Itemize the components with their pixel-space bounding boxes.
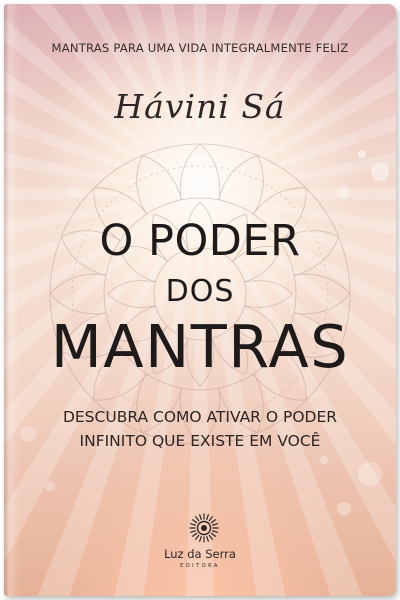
logo-ray	[207, 537, 209, 542]
logo-ray	[213, 531, 218, 533]
title-line-2: DOS	[165, 274, 235, 309]
logo-ray	[211, 533, 215, 536]
publisher-name: Luz da Serra	[164, 547, 236, 561]
book-cover	[4, 4, 396, 596]
logo-ray	[213, 524, 218, 526]
title-line-1: O PODER	[99, 216, 301, 266]
logo-ray	[193, 533, 197, 536]
book-subtitle: MANTRAS PARA UMA VIDA INTEGRALMENTE FELIZ	[51, 41, 349, 55]
author-name: Hávini Sá	[114, 87, 286, 126]
logo-ray	[191, 524, 196, 526]
logo-ray	[211, 520, 215, 523]
publisher-logo-icon	[188, 512, 220, 544]
logo-ray	[207, 515, 209, 520]
tagline-line-2: INFINITO QUE EXISTE EM VOCÊ	[79, 432, 321, 450]
logo-ray	[193, 520, 197, 523]
logo-ray	[209, 517, 212, 521]
logo-ray	[196, 517, 199, 521]
tagline-line-1: DESCUBRA COMO ATIVAR O PODER	[62, 408, 338, 426]
logo-ray	[196, 535, 199, 539]
logo-ray	[200, 537, 202, 542]
title-line-3: MANTRAS	[50, 312, 350, 381]
logo-ray	[209, 535, 212, 539]
publisher-imprint: EDITORA	[180, 563, 220, 569]
logo-ray	[200, 515, 202, 520]
tagline	[4, 405, 396, 453]
logo-ray	[191, 531, 196, 533]
